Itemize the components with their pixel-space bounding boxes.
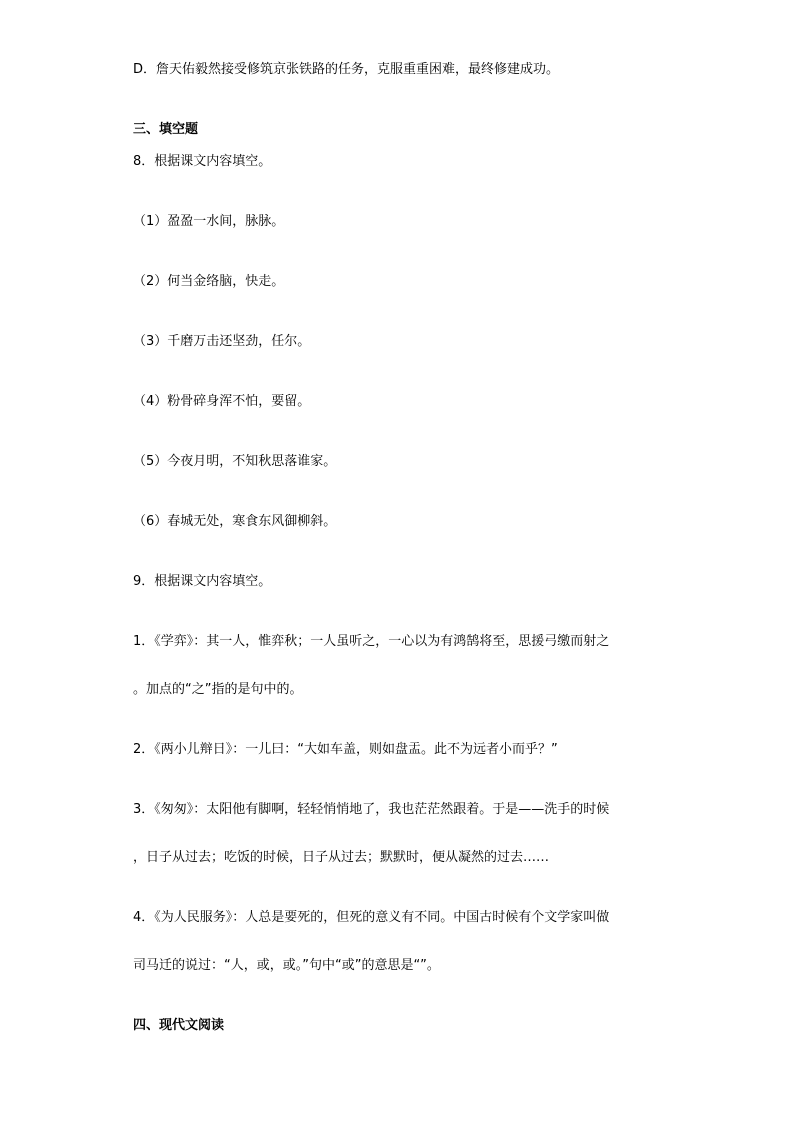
question-9-item-1-line-1: 1．《学弈》：其一人，惟弈秋；一人虽听之，一心以为有鸿鹄将至，思援弓缴而射之 — [133, 634, 610, 649]
question-9-item-3-line-1: 3．《匆匆》：太阳他有脚啊，轻轻悄悄地了，我也茫茫然跟着。于是——洗手的时候 — [133, 802, 610, 817]
question-8-item-5: （5）今夜月明，不知秋思落谁家。 — [133, 454, 337, 469]
question-9-stem: 9．根据课文内容填空。 — [133, 574, 272, 589]
option-d: D．詹天佑毅然接受修筑京张铁路的任务，克服重重困难，最终修建成功。 — [133, 62, 560, 77]
question-8-item-4: （4）粉骨碎身浑不怕，要留。 — [133, 394, 311, 409]
question-9-item-1-line-2: 。加点的“之”指的是句中的。 — [133, 682, 303, 697]
question-9-item-4-line-2: 司马迁的说过：“人，或，或。”句中“或”的意思是“”。 — [133, 958, 440, 973]
section-3-title: 三、填空题 — [133, 122, 199, 137]
question-8-item-6: （6）春城无处，寒食东风御柳斜。 — [133, 514, 337, 529]
question-8-item-2: （2）何当金络脑，快走。 — [133, 274, 285, 289]
section-4-title: 四、现代文阅读 — [133, 1018, 225, 1033]
question-8-stem: 8．根据课文内容填空。 — [133, 154, 272, 169]
question-8-item-1: （1）盈盈一水间，脉脉。 — [133, 214, 285, 229]
question-9-item-3-line-2: ，日子从过去；吃饭的时候，日子从过去；默默时，便从凝然的过去…… — [133, 850, 550, 865]
question-8-item-3: （3）千磨万击还坚劲，任尔。 — [133, 334, 311, 349]
question-9-item-2: 2．《两小儿辩日》：一儿曰：“大如车盖，则如盘盂。此不为远者小而乎？” — [133, 742, 558, 757]
question-9-item-4-line-1: 4．《为人民服务》：人总是要死的，但死的意义有不同。中国古时候有个文学家叫做 — [133, 910, 610, 925]
